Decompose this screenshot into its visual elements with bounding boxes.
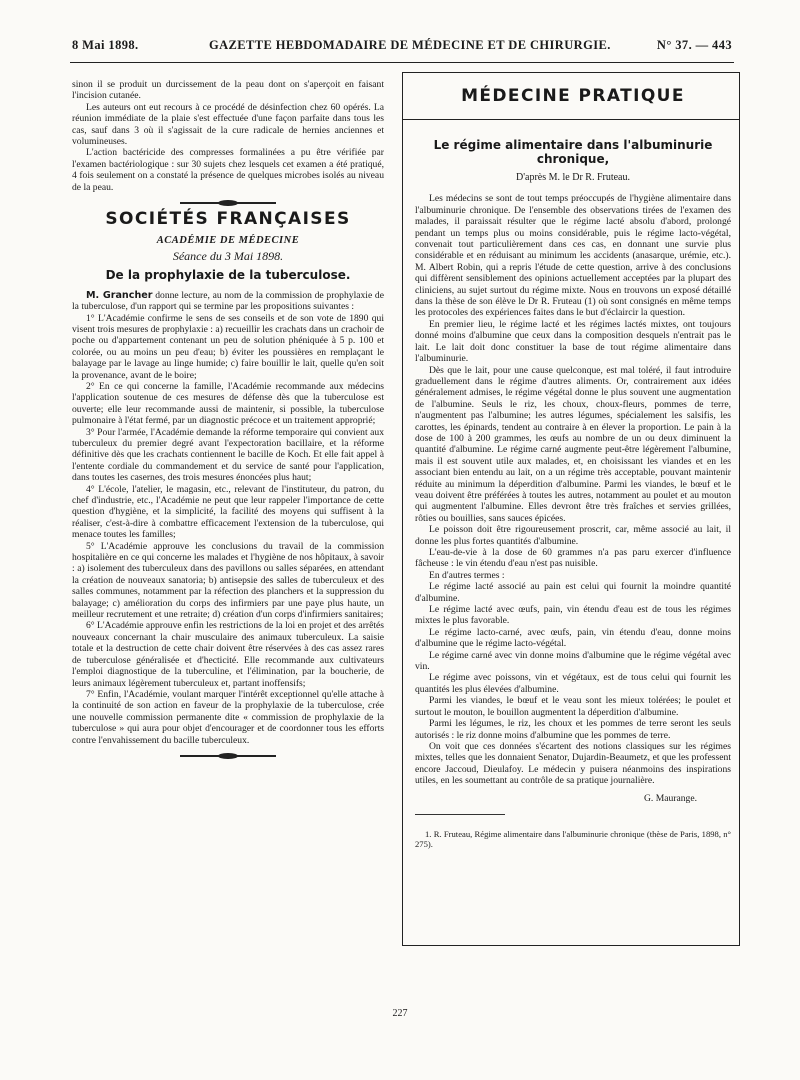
section-title-medecine-pratique: MÉDECINE PRATIQUE [461,86,685,106]
lead-text: donne lecture, au nom de la commission de prophylaxie de la tuberculose, d'un rapport qui se termine par les propositions suivantes : [72,289,384,313]
proposition-7: 7° Enfin, l'Académie, voulant marquer l'intérêt exceptionnel qu'elle attache à la continuité de son action en faveur de la prophylaxie de la tuberculose, crée une nouvelle commission permanente dite « commission de prophylaxie de la tuberculose » qui aura pour objet d'encourager et de coordonner tous les efforts contre l'envahissement du bacille tuberculeux. [72,688,384,746]
author-signature: G. Maurange. [643,792,697,804]
regime-paragraph-13: Parmi les légumes, le riz, les choux et les pommes de terre seront les seuls autorisés : le riz donne moins d'albumine que les pommes de terre. [415,718,731,741]
proposition-3: 3° Pour l'armée, l'Académie demande la réforme temporaire qui convient aux tuberculeux du premier degré avant l'expectoration bacillaire, et la réforme définitive dès que les crachats contiennent le bacille de Koch. Et elle fait appel à l'entente cordiale du commandement et du service de santé pour l'application, dans toutes les casernes, des trois mesures énoncées plus haut; [72,426,384,484]
regime-paragraph-8: Le régime lacté avec œufs, pain, vin étendu d'eau est de tous les régimes mixtes le plus favorable. [415,604,731,627]
section-title-societes: SOCIÉTÉS FRANÇAISES [105,209,351,230]
proposition-2: 2° En ce qui concerne la famille, l'Académie recommande aux médecins l'application soutenue de ces mesures de défense dès que la tuberculose est ouverte; elle leur recommande aussi de maintenir, si possible, la tuberculose pulmonaire à l'état fermé, par un diagnostic précoce et un traitement approprié; [72,380,384,427]
proposition-6: 6° L'Académie approuve enfin les restrictions de la loi en projet et des arrêtés nouveaux concernant la chair musculaire des animaux tuberculeux. La saisie totale et la destruction de cette chair doivent être réservées à des cas assez rares de tuberculose généralisée et d'hecticité. Elle recommande aux cultivateurs l'emploi diagnostique de la tuberculine, et l'élimination, par la boucherie, de leurs animaux légèrement tuberculeux et, partant inoffensifs; [72,620,384,689]
proposition-4: 4° L'école, l'atelier, le magasin, etc., relevant de l'instituteur, du patron, du chef d'industrie, etc., l'Académie ne peut que leur rappeler l'importance de cette question d'hygiène, et la simplicité, la facilité des moyens qui suffisent à la réaliser, c'est-à-dire à combattre efficacement l'extension de la tuberculose, qui menace toutes les familles; [72,483,384,541]
regime-paragraph-10: Le régime carné avec vin donne moins d'albumine que le régime végétal avec vin. [415,649,731,673]
regime-paragraph-9: Le régime lacto-carné, avec œufs, pain, vin étendu d'eau, donne moins d'albumine que le régime lacto-végétal. [415,626,731,650]
intro-paragraph-3: L'action bactéricide des compresses formalinées a pu être vérifiée par l'examen bactériologique : sur 30 sujets chez lesquels cet examen a été pratiqué, 4 fois seulement on a constaté la présence de quelques microbes isolés au niveau de la peau. [72,147,384,193]
intro-paragraph-2: Les auteurs ont eut recours à ce procédé de désinfection chez 60 opérés. La réunion immédiate de la plaie s'est effectuée d'une façon parfaite dans tous les cas, sauf dans 3 où il s'agissait de la cure radicale de hernies anciennes et volumineuses. [72,101,384,148]
regime-paragraph-12: Parmi les viandes, le bœuf et le veau sont les mieux tolérées; le poulet et surtout le mouton, le bouillon augmentent la déperdition d'albumine. [415,695,731,718]
proposition-5: 5° L'Académie approuve les conclusions du travail de la commission hospitalière en ce qui concerne les malades et l'hygiène de nos hôpitaux, à savoir : a) isolement des tuberculeux dans des pavillons ou salles séparées, en attendant la création de nouveaux sanatoria; b) antisepsie des salles de tuberculeux et des salles communes, notamment par la réfection des planchers et la suppression du balayage; c) amélioration du corps des infirmiers par une paye plus haute, un meilleur recrutement et une retraite; d) création d'un corps d'infirmiers sanitaires; [72,540,384,621]
regime-paragraph-7: Le régime lacté associé au pain est celui qui fournit la moindre quantité d'albumine. [415,581,731,604]
regime-paragraph-5: L'eau-de-vie à la dose de 60 grammes n'a pas paru exercer d'influence fâcheuse : le vin étendu d'eau n'est pas nuisible. [415,547,731,570]
regime-paragraph-1: Les médecins se sont de tout temps préoccupés de l'hygiène alimentaire dans l'albuminurie chronique. De l'ensemble des observations tirées de l'examen des malades, il paraissait résulter que le régime lacté absolu d'abord, prolongé pendant un temps plus ou moins considérable, puis le régime lacto-végétal, convenait tout particulièrement dans ces cas, en donnant une survie plus considérable et en réduisant au minimum les accidents (anasarque, urémie, etc.). M. Albert Robin, qui a repris l'étude de cette question, arrive à des conclusions qui diffèrent sensiblement des opinions actuellement acceptées par la plupart des cliniciens, au sujet surtout du régime mixte. Nous en trouvons un exposé détaillé dans la thèse de son élève le Dr R. Fruteau (1) où sont consignés en même temps les protocoles des expériences faites dans le but d'éclaircir la question. [415,193,731,319]
ornament-divider-end [180,752,276,760]
ornament-divider [180,199,276,207]
lead-speaker: M. Grancher [86,289,153,301]
proposition-1: 1° L'Académie confirme le sens de ses conseils et de son vote de 1890 qui visent trois mesures de prophylaxie : a) recueillir les crachats dans un crachoir de poche ou d'appartement contenant un peu de solution phéniquée à 5 p. 100 et colorée, ou au moins un peu d'eau; b) éviter les poussières en remplaçant le balayage par le lavage au linge humide; c) faire bouillir le lait, quelle qu'en soit la provenance, avant de le boire; [72,312,384,381]
regime-paragraph-14: On voit que ces données s'écartent des notions classiques sur les régimes mixtes, telles que les donnaient Senator, Dujardin-Beaumetz, et que les professent encore Jaccoud, Dieulafoy. Le médecin y puisera néanmoins des inspirations utiles, en les soumettant au contrôle de sa pratique journalière. [415,740,731,787]
article-title-tuberculose: De la prophylaxie de la tuberculose. [105,268,351,283]
regime-paragraph-3: Dès que le lait, pour une cause quelconque, est mal toléré, il faut introduire graduellement dans le régime d'autres aliments. Or, contrairement aux idées généralement admises, le régime végétal donne le plus souvent une augmentation de l'albumine. Seuls le riz, les choux, choux-fleurs, pommes de terre, n'augmentent pas l'albumine; les autres légumes, spécialement les salsifis, les carottes, les épinards, tendent au contraire à en élever la proportion. Le pain à la dose de 100 à 200 grammes, les œufs au nombre de un ou deux diminuent la quantité d'albumine. Le régime carné augmente peut-être légèrement l'albumine, mais il est souvent utile aux malades, et, en choisissant les viandes et en les associant bien entendu au lait, on a un régime très acceptable, pouvant maintenir réduite au minimum la déperdition d'albumine. Parmi les viandes, le bœuf et le veau doivent être préférées à toutes les autres, notamment au poulet et au mouton qui augmentent l'albumine. Elles devront être très fraîches et servies grillées, rôties ou bouillies, sans sauces épicées. [415,364,731,524]
header-issue-number: N° 37. — 443 [656,38,732,52]
header-journal-title: GAZETTE HEBDOMADAIRE DE MÉDECINE ET DE CHIRURGIE. [209,38,611,52]
seance-date: Séance du 3 Mai 1898. [172,248,284,263]
section-frame [402,118,740,946]
regime-paragraph-6: En d'autres termes : [429,569,505,581]
intro-paragraph-1: sinon il se produit un durcissement de la peau dont on s'aperçoit en faisant l'incision cutanée. [72,79,384,102]
lead-paragraph [72,290,384,313]
regime-paragraph-4: Le poisson doit être rigoureusement proscrit, car, même associé au lait, il donne les plus fortes quantités d'albumine. [415,524,731,547]
footnote: 1. R. Fruteau, Régime alimentaire dans l'albuminurie chronique (thèse de Paris, 1898, n° 275). [415,828,731,849]
article-title-regime: Le régime alimentaire dans l'albuminurie chronique, [433,138,713,166]
regime-paragraph-2: En premier lieu, le régime lacté et les régimes lactés mixtes, ont toujours donné moins d'albumine que ceux dans la composition desquels n'entrait pas le lait. Le lait doit donc constituer la base de tout régime alimentaire dans l'albuminurie. [415,318,731,365]
left-column [72,79,384,767]
page-number: 227 [392,1008,408,1019]
article-byline: D'après M. le Dr R. Fruteau. [516,172,630,183]
running-header [72,38,732,58]
header-rule [70,62,734,63]
header-date: 8 Mai 1898. [72,38,139,52]
regime-paragraph-11: Le régime avec poissons, vin et végétaux, est de tous celui qui fournit les quantités les plus élevées d'albumine. [415,672,731,695]
academy-heading: ACADÉMIE DE MÉDECINE [156,235,300,247]
